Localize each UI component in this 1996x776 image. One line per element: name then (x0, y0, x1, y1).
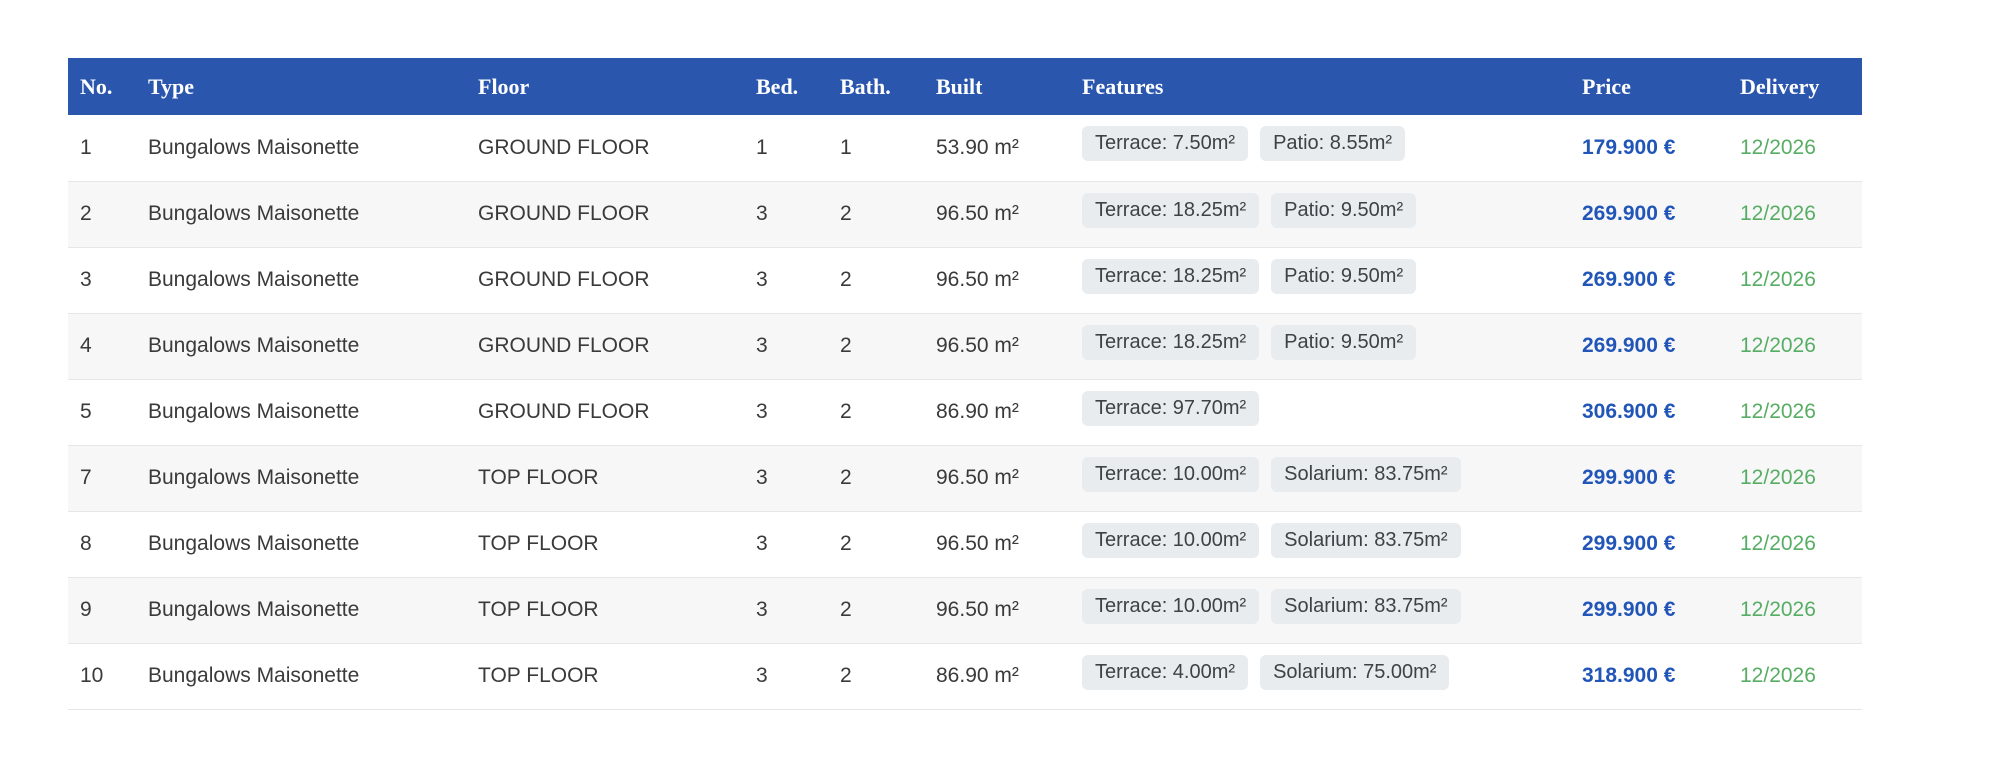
cell-type: Bungalows Maisonette (136, 445, 466, 511)
column-header-built: Built (924, 58, 1074, 115)
cell-price: 179.900 € (1570, 115, 1728, 181)
table-row (68, 379, 1862, 445)
feature-badge: Solarium: 75.00m² (1260, 655, 1449, 690)
cell-price: 318.900 € (1570, 643, 1728, 709)
cell-built: 96.50 m² (924, 313, 1074, 379)
feature-badge: Patio: 9.50m² (1271, 193, 1416, 228)
cell-bath: 2 (828, 577, 924, 643)
feature-badge: Terrace: 10.00m² (1082, 523, 1259, 558)
cell-delivery: 12/2026 (1728, 181, 1862, 247)
cell-price: 269.900 € (1570, 313, 1728, 379)
cell-delivery: 12/2026 (1728, 511, 1862, 577)
cell-bath: 2 (828, 643, 924, 709)
cell-price: 269.900 € (1570, 247, 1728, 313)
table-body (68, 115, 1862, 709)
column-header-bath: Bath. (828, 58, 924, 115)
cell-floor: TOP FLOOR (466, 445, 744, 511)
feature-badge: Terrace: 4.00m² (1082, 655, 1248, 690)
table-row (68, 511, 1862, 577)
column-header-no: No. (68, 58, 136, 115)
feature-badge: Terrace: 18.25m² (1082, 193, 1259, 228)
cell-floor: TOP FLOOR (466, 511, 744, 577)
cell-delivery: 12/2026 (1728, 577, 1862, 643)
cell-type: Bungalows Maisonette (136, 511, 466, 577)
cell-bed: 3 (744, 313, 828, 379)
cell-bath: 2 (828, 181, 924, 247)
cell-bath: 2 (828, 445, 924, 511)
cell-no: 8 (68, 511, 136, 577)
cell-price: 299.900 € (1570, 511, 1728, 577)
cell-bed: 3 (744, 181, 828, 247)
feature-badge: Patio: 9.50m² (1271, 325, 1416, 360)
column-header-type: Type (136, 58, 466, 115)
table-row (68, 313, 1862, 379)
feature-badge: Terrace: 18.25m² (1082, 259, 1259, 294)
cell-type: Bungalows Maisonette (136, 313, 466, 379)
cell-built: 96.50 m² (924, 247, 1074, 313)
table-row (68, 115, 1862, 181)
feature-badge: Terrace: 97.70m² (1082, 391, 1259, 426)
cell-features (1074, 445, 1570, 511)
cell-floor: GROUND FLOOR (466, 115, 744, 181)
cell-built: 86.90 m² (924, 643, 1074, 709)
property-listing (68, 58, 1862, 710)
cell-floor: GROUND FLOOR (466, 313, 744, 379)
table-row (68, 445, 1862, 511)
feature-badge: Terrace: 18.25m² (1082, 325, 1259, 360)
cell-no: 2 (68, 181, 136, 247)
cell-bath: 2 (828, 379, 924, 445)
cell-floor: GROUND FLOOR (466, 181, 744, 247)
cell-bath: 2 (828, 511, 924, 577)
cell-price: 269.900 € (1570, 181, 1728, 247)
cell-bath: 1 (828, 115, 924, 181)
feature-badge: Solarium: 83.75m² (1271, 589, 1460, 624)
table-header-row (68, 58, 1862, 115)
cell-floor: TOP FLOOR (466, 577, 744, 643)
cell-built: 96.50 m² (924, 181, 1074, 247)
cell-built: 96.50 m² (924, 445, 1074, 511)
column-header-delivery: Delivery (1728, 58, 1862, 115)
cell-no: 3 (68, 247, 136, 313)
cell-bed: 3 (744, 577, 828, 643)
cell-features (1074, 313, 1570, 379)
cell-delivery: 12/2026 (1728, 115, 1862, 181)
cell-built: 53.90 m² (924, 115, 1074, 181)
cell-floor: GROUND FLOOR (466, 379, 744, 445)
cell-delivery: 12/2026 (1728, 313, 1862, 379)
cell-price: 306.900 € (1570, 379, 1728, 445)
feature-badge: Solarium: 83.75m² (1271, 457, 1460, 492)
cell-bed: 3 (744, 511, 828, 577)
cell-features (1074, 247, 1570, 313)
cell-delivery: 12/2026 (1728, 247, 1862, 313)
cell-features (1074, 577, 1570, 643)
feature-badge: Patio: 9.50m² (1271, 259, 1416, 294)
cell-no: 4 (68, 313, 136, 379)
cell-bed: 3 (744, 379, 828, 445)
cell-features (1074, 511, 1570, 577)
cell-delivery: 12/2026 (1728, 445, 1862, 511)
properties-table (68, 58, 1862, 710)
cell-price: 299.900 € (1570, 445, 1728, 511)
cell-no: 5 (68, 379, 136, 445)
cell-type: Bungalows Maisonette (136, 181, 466, 247)
cell-built: 96.50 m² (924, 577, 1074, 643)
cell-floor: TOP FLOOR (466, 643, 744, 709)
feature-badge: Terrace: 10.00m² (1082, 589, 1259, 624)
feature-badge: Terrace: 7.50m² (1082, 126, 1248, 161)
cell-type: Bungalows Maisonette (136, 577, 466, 643)
cell-features (1074, 115, 1570, 181)
table-row (68, 643, 1862, 709)
feature-badge: Patio: 8.55m² (1260, 126, 1405, 161)
cell-features (1074, 643, 1570, 709)
cell-features (1074, 181, 1570, 247)
cell-bed: 3 (744, 445, 828, 511)
cell-type: Bungalows Maisonette (136, 115, 466, 181)
cell-bath: 2 (828, 313, 924, 379)
column-header-features: Features (1074, 58, 1570, 115)
table-header (68, 58, 1862, 115)
cell-no: 9 (68, 577, 136, 643)
cell-bed: 3 (744, 643, 828, 709)
cell-built: 86.90 m² (924, 379, 1074, 445)
cell-type: Bungalows Maisonette (136, 379, 466, 445)
cell-delivery: 12/2026 (1728, 379, 1862, 445)
cell-bed: 3 (744, 247, 828, 313)
cell-built: 96.50 m² (924, 511, 1074, 577)
cell-no: 10 (68, 643, 136, 709)
feature-badge: Terrace: 10.00m² (1082, 457, 1259, 492)
table-row (68, 247, 1862, 313)
feature-badge: Solarium: 83.75m² (1271, 523, 1460, 558)
cell-bath: 2 (828, 247, 924, 313)
cell-bed: 1 (744, 115, 828, 181)
table-row (68, 577, 1862, 643)
column-header-price: Price (1570, 58, 1728, 115)
cell-delivery: 12/2026 (1728, 643, 1862, 709)
cell-type: Bungalows Maisonette (136, 643, 466, 709)
cell-type: Bungalows Maisonette (136, 247, 466, 313)
table-row (68, 181, 1862, 247)
cell-features (1074, 379, 1570, 445)
cell-floor: GROUND FLOOR (466, 247, 744, 313)
cell-no: 1 (68, 115, 136, 181)
cell-price: 299.900 € (1570, 577, 1728, 643)
column-header-floor: Floor (466, 58, 744, 115)
column-header-bed: Bed. (744, 58, 828, 115)
cell-no: 7 (68, 445, 136, 511)
